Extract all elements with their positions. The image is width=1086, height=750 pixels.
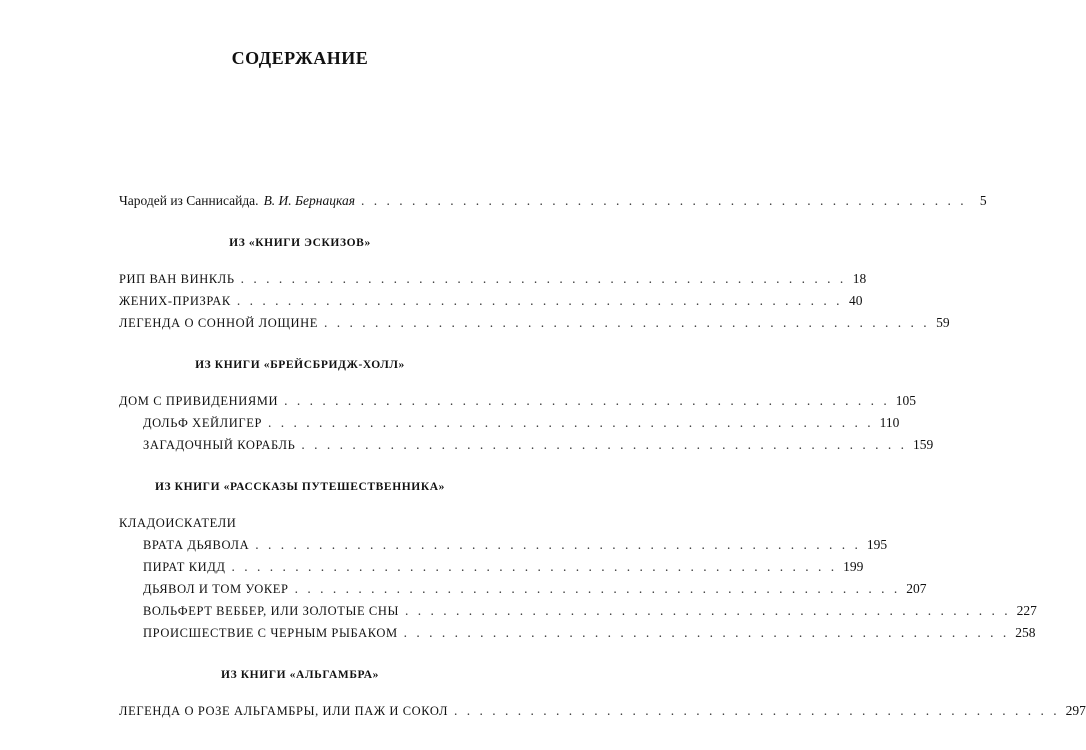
dot-leader: . . . . . . . . . . . . . . . . . . . . . . . . . . . . . . . . . . . . . . . . . . . . . . . .: [284, 393, 890, 408]
dot-leader: . . . . . . . . . . . . . . . . . . . . . . . . . . . . . . . . . . . . . . . . . . . . . . . .: [240, 271, 847, 286]
entry-title: ЛЕГЕНДА О РОЗЕ АЛЬГАМБРЫ, ИЛИ ПАЖ И СОКОЛ: [119, 704, 449, 718]
entry-title: Чародей из Саннисайда.: [119, 193, 259, 208]
entry-title: ДОМ С ПРИВИДЕНИЯМИ: [119, 394, 279, 408]
toc-entry[interactable]: [119, 268, 867, 290]
entry-title: ПИРАТ КИДД: [143, 560, 226, 574]
toc-entry[interactable]: [119, 390, 916, 412]
group-title: КЛАДОИСКАТЕЛИ: [119, 516, 237, 530]
entry-page-number: 5: [979, 193, 987, 208]
entry-page-number: 227: [1016, 603, 1037, 618]
entry-page-number: 195: [866, 537, 888, 552]
toc-entry[interactable]: [119, 434, 934, 456]
entry-page-number: 40: [849, 293, 863, 308]
toc-entry[interactable]: [119, 600, 1037, 622]
dot-leader: . . . . . . . . . . . . . . . . . . . . . . . . . . . . . . . . . . . . . . . . . . . . . . . .: [360, 193, 967, 208]
entry-title: ЖЕНИХ-ПРИЗРАК: [119, 294, 231, 308]
entry-author: В. И. Бернацкая: [263, 193, 355, 208]
entry-page-number: 159: [913, 437, 934, 452]
dot-leader: . . . . . . . . . . . . . . . . . . . . . . . . . . . . . . . . . . . . . . . . . . . . . . . .: [454, 703, 1060, 718]
dot-leader: . . . . . . . . . . . . . . . . . . . . . . . . . . . . . . . . . . . . . . . . . . . . . . . .: [403, 625, 1010, 640]
dot-leader: . . . . . . . . . . . . . . . . . . . . . . . . . . . . . . . . . . . . . . . . . . . . . . . .: [294, 581, 901, 596]
dot-leader: . . . . . . . . . . . . . . . . . . . . . . . . . . . . . . . . . . . . . . . . . . . . . . . .: [301, 437, 908, 452]
dot-leader: . . . . . . . . . . . . . . . . . . . . . . . . . . . . . . . . . . . . . . . . . . . . . . . .: [236, 293, 843, 308]
entry-page-number: 110: [879, 415, 900, 430]
toc-entry[interactable]: [119, 622, 1036, 644]
dot-leader: . . . . . . . . . . . . . . . . . . . . . . . . . . . . . . . . . . . . . . . . . . . . . . . .: [404, 603, 1011, 618]
entry-title: ДЬЯВОЛ И ТОМ УОКЕР: [143, 582, 289, 596]
entry-title: ДОЛЬФ ХЕЙЛИГЕР: [143, 416, 262, 430]
entry-page-number: 59: [936, 315, 950, 330]
dot-leader: . . . . . . . . . . . . . . . . . . . . . . . . . . . . . . . . . . . . . . . . . . . . . . . .: [268, 415, 874, 430]
section-heading-sketch-book: ИЗ «КНИГИ ЭСКИЗОВ»: [229, 237, 371, 249]
toc-entry[interactable]: [119, 290, 863, 312]
toc-group-label[interactable]: [119, 512, 481, 534]
entry-page-number: 297: [1065, 703, 1086, 718]
toc-entry[interactable]: [119, 534, 888, 556]
entry-page-number: 105: [895, 393, 916, 408]
toc-entry[interactable]: [119, 556, 864, 578]
toc-entry[interactable]: [119, 700, 1086, 722]
entry-title: ЗАГАДОЧНЫЙ КОРАБЛЬ: [143, 438, 296, 452]
entry-title: ЛЕГЕНДА О СОННОЙ ЛОЩИНЕ: [119, 316, 319, 330]
entry-page-number: 207: [906, 581, 927, 596]
toc-entry[interactable]: [119, 312, 950, 334]
toc-entry-preface[interactable]: [119, 190, 987, 212]
toc-entry[interactable]: [119, 412, 900, 434]
dot-leader: . . . . . . . . . . . . . . . . . . . . . . . . . . . . . . . . . . . . . . . . . . . . . . . .: [231, 559, 838, 574]
entry-title: ВОЛЬФЕРТ ВЕББЕР, ИЛИ ЗОЛОТЫЕ СНЫ: [143, 604, 399, 618]
section-heading-bracebridge-hall: ИЗ КНИГИ «БРЕЙСБРИДЖ-ХОЛЛ»: [195, 359, 405, 371]
dot-leader: . . . . . . . . . . . . . . . . . . . . . . . . . . . . . . . . . . . . . . . . . . . . . . . .: [324, 315, 930, 330]
section-heading-alhambra: ИЗ КНИГИ «АЛЬГАМБРА»: [221, 669, 379, 681]
entry-title: ПРОИСШЕСТВИЕ С ЧЕРНЫМ РЫБАКОМ: [143, 626, 398, 640]
section-heading-tales-of-a-traveller: ИЗ КНИГИ «РАССКАЗЫ ПУТЕШЕСТВЕННИКА»: [154, 481, 446, 493]
entry-page-number: 258: [1015, 625, 1036, 640]
entry-page-number: 199: [843, 559, 864, 574]
page-title: СОДЕРЖАНИЕ: [231, 48, 369, 68]
entry-title: ВРАТА ДЬЯВОЛА: [143, 538, 250, 552]
entry-page-number: 18: [852, 271, 867, 286]
dot-leader: . . . . . . . . . . . . . . . . . . . . . . . . . . . . . . . . . . . . . . . . . . . . . . . .: [255, 537, 861, 552]
table-of-contents: [119, 190, 1086, 722]
toc-entry[interactable]: [119, 578, 927, 600]
entry-title: РИП ВАН ВИНКЛЬ: [119, 272, 235, 286]
